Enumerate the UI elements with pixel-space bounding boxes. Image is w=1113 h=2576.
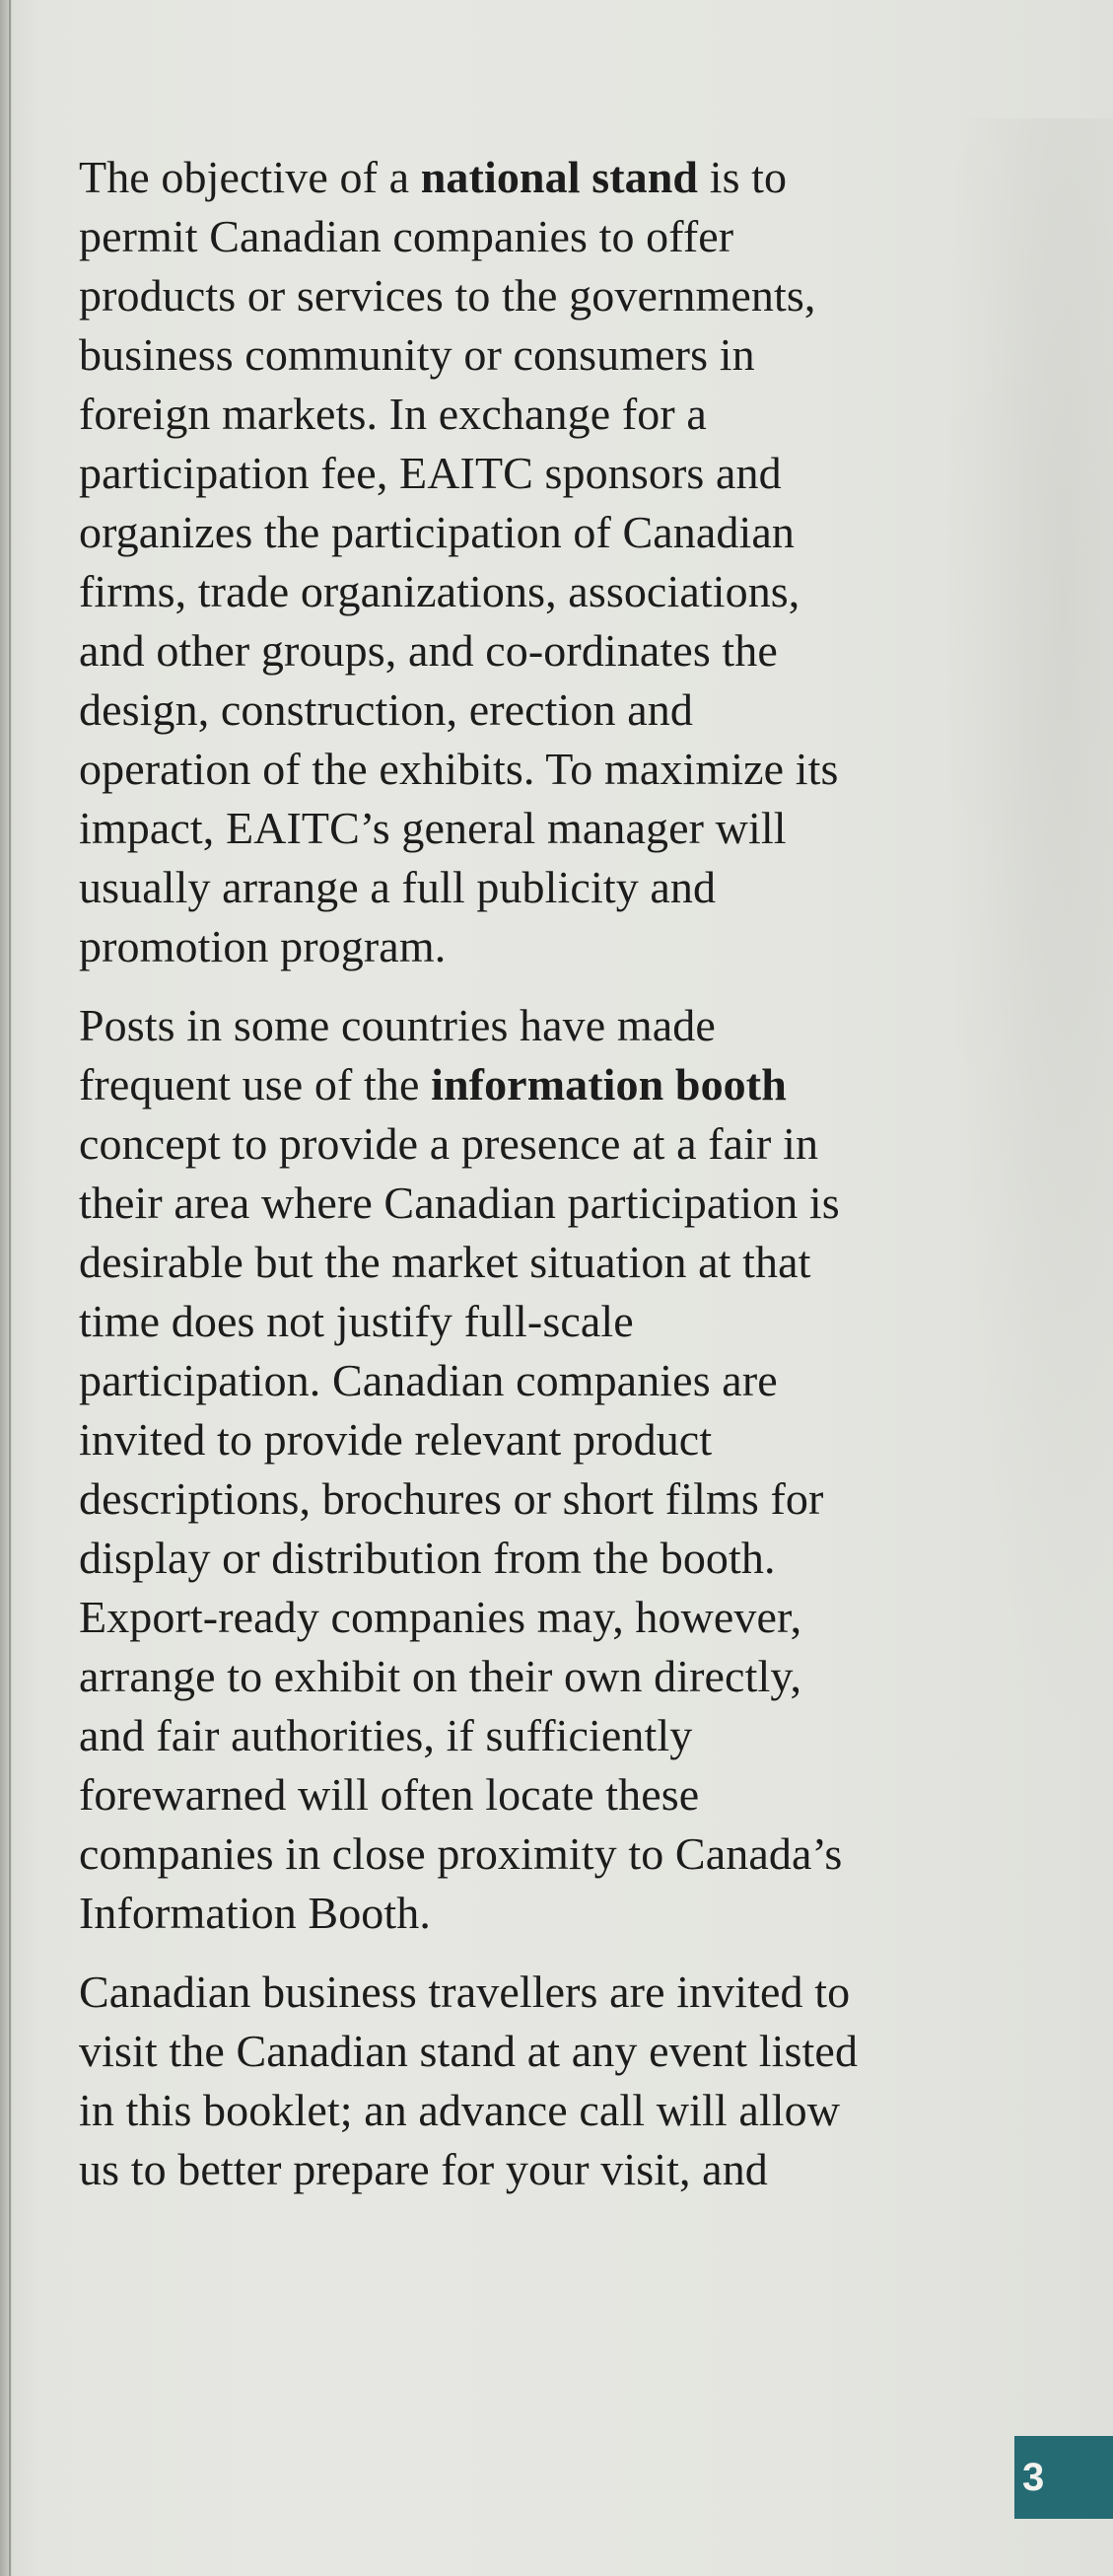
text-line [79,1233,1025,1292]
text-run: The objective of a [79,152,421,202]
text-run: operation of the exhibits. To maximize its [79,744,839,794]
text-line [79,1114,1025,1174]
text-line [79,1055,1025,1114]
text-line [79,444,1025,503]
text-run: Canadian business travellers are invited to [79,1967,851,2017]
bold-term: information booth [431,1059,787,1109]
text-run: visit the Canadian stand at any event listed [79,2026,859,2076]
text-line [79,680,1025,740]
text-line [79,1825,1025,1884]
text-line [79,266,1025,325]
text-line [79,1351,1025,1410]
text-line [79,1469,1025,1529]
text-run: is to [698,152,788,202]
text-run: Export-ready companies may, however, [79,1592,802,1642]
binding-line [9,0,11,2576]
text-run: impact, EAITC’s general manager will [79,803,787,853]
text-line [79,207,1025,266]
text-run: firms, trade organizations, associations, [79,566,800,616]
text-line [79,148,1025,207]
text-line [79,621,1025,680]
text-run: companies in close proximity to Canada’s [79,1828,843,1879]
text-line [79,1765,1025,1825]
text-run: promotion program. [79,921,447,971]
text-run: foreign markets. In exchange for a [79,389,707,439]
text-line [79,1588,1025,1647]
paragraph [79,1963,1025,2199]
text-line [79,1884,1025,1943]
text-line [79,325,1025,385]
text-line [79,917,1025,976]
text-line [79,858,1025,917]
page-number: 3 [1022,2455,1045,2499]
text-run: concept to provide a presence at a fair in [79,1118,819,1169]
text-line [79,996,1025,1055]
paragraph [79,148,1025,976]
bold-term: national stand [420,152,699,202]
text-run: forewarned will often locate these [79,1769,700,1820]
text-line [79,1174,1025,1233]
text-line [79,799,1025,858]
text-run: invited to provide relevant product [79,1414,713,1465]
text-run: permit Canadian companies to offer [79,211,734,261]
text-run: frequent use of the [79,1059,432,1109]
page-number-badge [1014,2436,1113,2519]
text-run: and fair authorities, if sufficiently [79,1710,693,1760]
text-run: display or distribution from the booth. [79,1533,776,1583]
text-run: desirable but the market situation at that [79,1237,811,1287]
text-run: Information Booth. [79,1888,431,1938]
text-run: in this booklet; an advance call will allow [79,2085,841,2135]
text-line [79,1706,1025,1765]
text-line [79,1647,1025,1706]
text-run: descriptions, brochures or short films for [79,1473,824,1524]
text-line [79,740,1025,799]
text-run: their area where Canadian participation is [79,1178,840,1228]
text-line [79,1963,1025,2022]
text-run: participation. Canadian companies are [79,1355,778,1405]
text-run: business community or consumers in [79,329,755,380]
paragraph [79,996,1025,1943]
text-line [79,2022,1025,2081]
text-run: arrange to exhibit on their own directly, [79,1651,802,1701]
text-run: Posts in some countries have made [79,1000,716,1050]
text-line [79,1292,1025,1351]
text-run: and other groups, and co-ordinates the [79,625,778,676]
text-run: products or services to the governments, [79,270,816,321]
text-run: usually arrange a full publicity and [79,862,717,912]
text-run: organizes the participation of Canadian [79,507,796,557]
text-run: us to better prepare for your visit, and [79,2144,768,2194]
text-run: time does not justify full-scale [79,1296,634,1346]
text-line [79,562,1025,621]
text-line [79,2140,1025,2199]
text-line [79,1410,1025,1469]
text-line [79,1529,1025,1588]
text-run: design, construction, erection and [79,684,693,735]
text-line [79,2081,1025,2140]
text-run: participation fee, EAITC sponsors and [79,448,782,498]
text-line [79,385,1025,444]
text-line [79,503,1025,562]
body-text [79,148,1025,2219]
